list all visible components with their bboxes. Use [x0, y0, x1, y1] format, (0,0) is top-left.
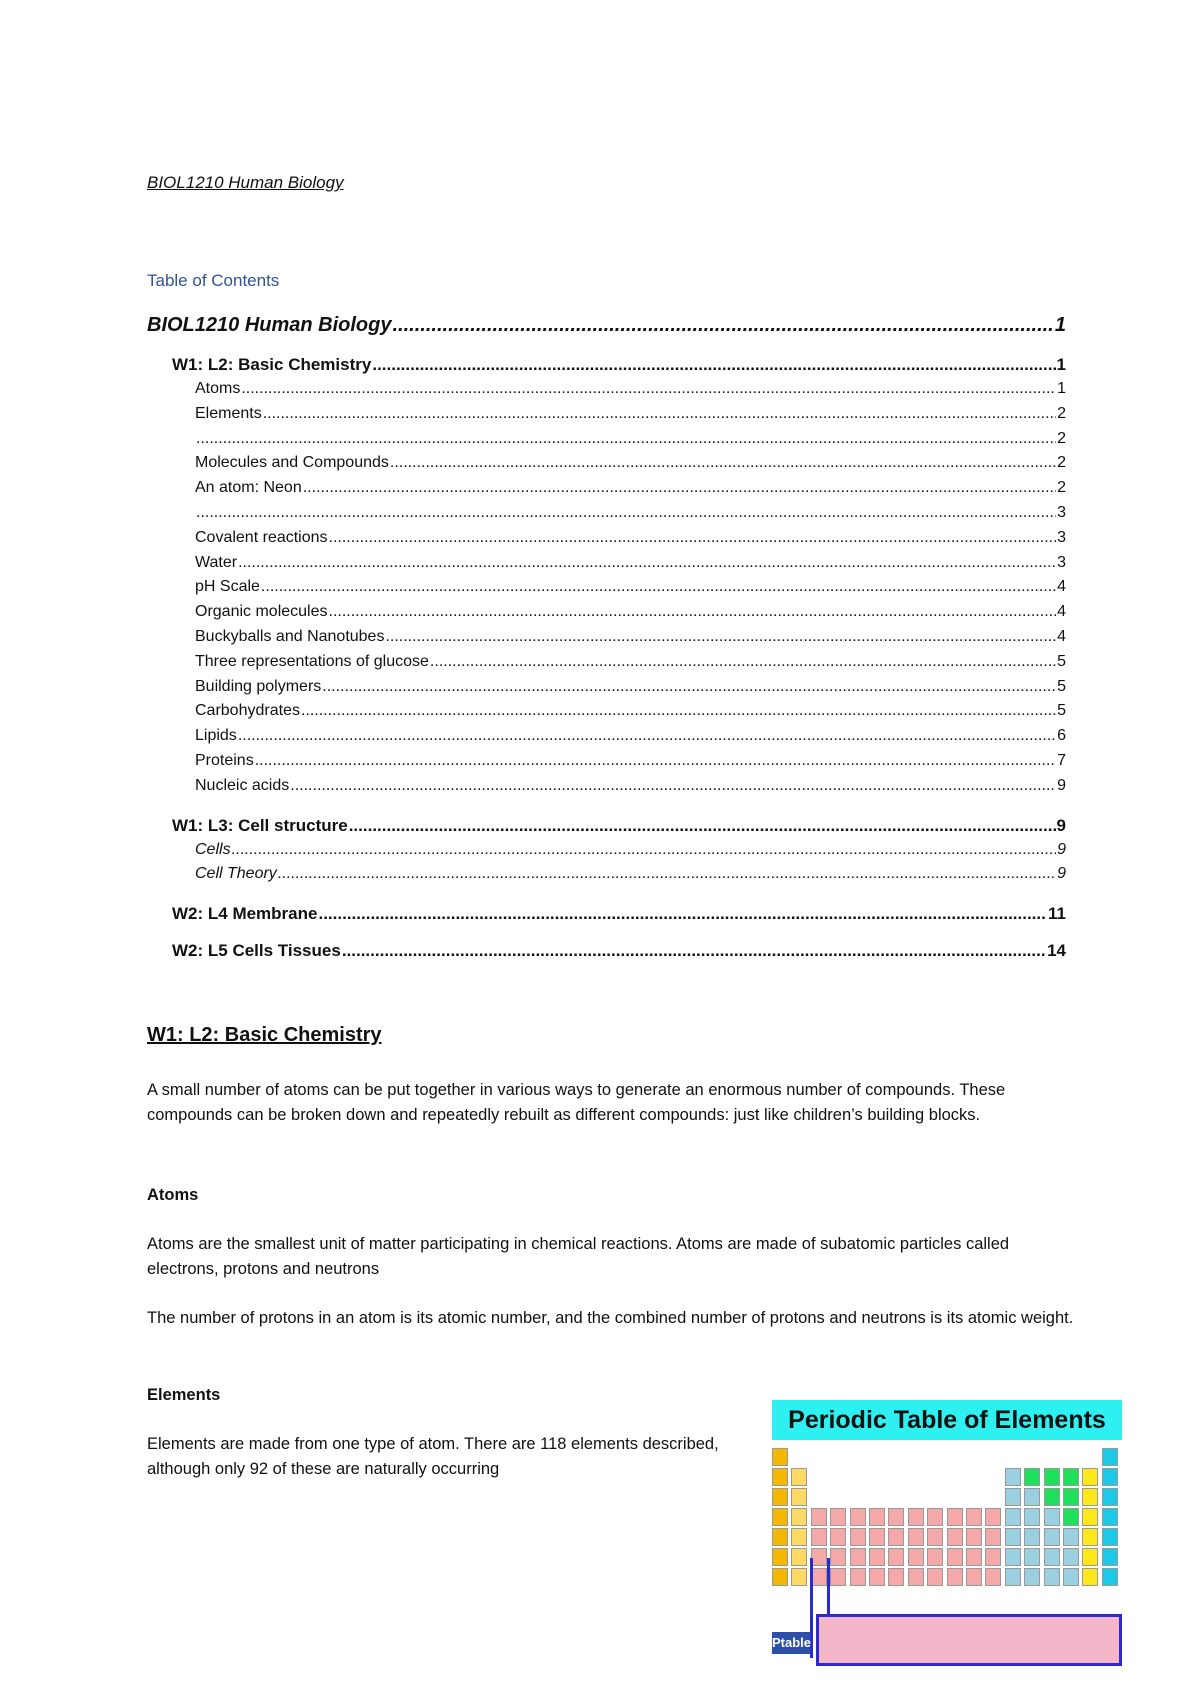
element-cell — [1044, 1508, 1060, 1526]
element-cell — [966, 1528, 982, 1546]
element-cell — [1005, 1568, 1021, 1586]
toc-page-number: 3 — [1057, 553, 1066, 571]
element-cell — [908, 1548, 924, 1566]
toc-page-number: 9 — [1056, 815, 1066, 835]
element-cell — [772, 1528, 788, 1546]
toc-entry[interactable]: W1: L3: Cell structure ..... 9 — [147, 813, 1066, 838]
toc-entry[interactable]: Lipids ..... 6 — [147, 724, 1066, 749]
element-cell — [966, 1508, 982, 1526]
element-cell — [888, 1508, 904, 1526]
toc-page-number: 1 — [1057, 380, 1066, 397]
toc-entry[interactable]: Atoms ..... 1 — [147, 377, 1066, 402]
toc-page-number: 5 — [1057, 702, 1066, 720]
element-cell — [1024, 1568, 1040, 1586]
element-cell — [850, 1568, 866, 1586]
element-cell — [1063, 1468, 1079, 1486]
element-cell — [947, 1528, 963, 1546]
element-cell — [888, 1528, 904, 1546]
toc-entry[interactable]: W1: L2: Basic Chemistry ..... 1 — [147, 352, 1066, 377]
toc-entry[interactable]: Molecules and Compounds ..... 2 — [147, 451, 1066, 476]
toc-page-number: 3 — [1057, 528, 1066, 546]
toc-entry[interactable]: An atom: Neon ..... 2 — [147, 476, 1066, 501]
section-heading: W1: L2: Basic Chemistry — [147, 1024, 382, 1046]
toc-page-number: 11 — [1048, 904, 1066, 924]
toc-entry[interactable]: W2: L5 Cells Tissues ..... 14 — [147, 938, 1066, 963]
element-cell — [1063, 1508, 1079, 1526]
element-cell — [1005, 1508, 1021, 1526]
periodic-table-title: Periodic Table of Elements — [772, 1400, 1122, 1440]
element-cell — [1024, 1488, 1040, 1506]
element-cell — [791, 1528, 807, 1546]
toc-entry[interactable]: Organic molecules ..... 4 — [147, 600, 1066, 625]
element-cell — [985, 1508, 1001, 1526]
element-cell — [1024, 1508, 1040, 1526]
element-cell — [869, 1548, 885, 1566]
toc-entry[interactable]: Carbohydrates ..... 5 — [147, 699, 1066, 724]
element-cell — [1082, 1548, 1098, 1566]
toc-page-number: 6 — [1057, 727, 1066, 745]
element-cell — [1063, 1488, 1079, 1506]
toc-entry[interactable]: Three representations of glucose ..... 5 — [147, 650, 1066, 675]
toc-entry[interactable] — [147, 427, 1066, 452]
ptable-logo: Ptable — [772, 1632, 810, 1654]
element-cell — [791, 1548, 807, 1566]
element-cell — [791, 1568, 807, 1586]
element-cell — [947, 1548, 963, 1566]
atoms-heading: Atoms — [147, 1186, 199, 1204]
toc-page-number: 9 — [1057, 840, 1066, 858]
element-cell — [985, 1528, 1001, 1546]
element-cell — [850, 1548, 866, 1566]
toc-entry[interactable]: Proteins ..... 7 — [147, 749, 1066, 774]
toc-entry[interactable]: Nucleic acids ..... 9 — [147, 774, 1066, 799]
element-cell — [1102, 1448, 1118, 1466]
element-cell — [791, 1468, 807, 1486]
elements-paragraph: Elements are made from one type of atom. There are 118 elements described, although only 92 of these are naturally occurring — [147, 1435, 719, 1478]
element-cell — [811, 1528, 827, 1546]
element-cell — [1024, 1548, 1040, 1566]
element-cell — [1024, 1528, 1040, 1546]
toc-page-number: 4 — [1057, 578, 1066, 596]
toc-page-number: 4 — [1057, 627, 1066, 645]
element-cell — [772, 1548, 788, 1566]
toc-page-number: 7 — [1057, 751, 1066, 769]
document-header-title: BIOL1210 Human Biology — [147, 173, 344, 192]
toc-page-number: 4 — [1057, 603, 1066, 621]
toc-entry[interactable]: Covalent reactions ..... 3 — [147, 526, 1066, 551]
element-cell — [1005, 1548, 1021, 1566]
element-cell — [985, 1568, 1001, 1586]
element-cell — [888, 1548, 904, 1566]
toc-heading: Table of Contents — [147, 271, 280, 290]
element-cell — [908, 1528, 924, 1546]
toc-page-number: 1 — [1054, 314, 1066, 336]
element-cell — [791, 1488, 807, 1506]
element-cell — [772, 1488, 788, 1506]
element-cell — [869, 1528, 885, 1546]
element-cell — [830, 1568, 846, 1586]
element-cell — [1044, 1528, 1060, 1546]
element-cell — [966, 1568, 982, 1586]
element-cell — [869, 1508, 885, 1526]
element-cell — [1082, 1468, 1098, 1486]
element-cell — [1082, 1508, 1098, 1526]
element-cell — [772, 1468, 788, 1486]
element-cell — [927, 1568, 943, 1586]
element-cell — [1063, 1528, 1079, 1546]
elements-heading: Elements — [147, 1386, 221, 1404]
element-cell — [772, 1568, 788, 1586]
element-cell — [1102, 1468, 1118, 1486]
toc-entry[interactable]: Water ..... 3 — [147, 551, 1066, 576]
toc-entry[interactable]: Elements ..... 2 — [147, 402, 1066, 427]
element-cell — [811, 1508, 827, 1526]
toc-entry[interactable]: Cell Theory ..... 9 — [147, 862, 1066, 887]
element-cell — [1005, 1488, 1021, 1506]
toc-entry[interactable]: Buckyballs and Nanotubes ..... 4 — [147, 625, 1066, 650]
element-cell — [888, 1568, 904, 1586]
toc-entry[interactable]: W2: L4 Membrane ..... 11 — [147, 901, 1066, 926]
toc-entry[interactable]: Building polymers ..... 5 — [147, 675, 1066, 700]
element-cell — [830, 1528, 846, 1546]
element-cell — [1082, 1568, 1098, 1586]
element-cell — [850, 1528, 866, 1546]
element-cell — [1082, 1528, 1098, 1546]
element-cell — [1024, 1468, 1040, 1486]
element-cell — [869, 1568, 885, 1586]
toc-page-number: 2 — [1057, 404, 1066, 422]
lanthanide-actinide-rows — [816, 1614, 1122, 1666]
toc-page-number: 5 — [1057, 677, 1066, 695]
element-cell — [772, 1448, 788, 1466]
element-cell — [1044, 1468, 1060, 1486]
toc-page-number: 2 — [1057, 454, 1066, 472]
atoms-paragraph-1: Atoms are the smallest unit of matter participating in chemical reactions. Atoms are made of subatomic particles called electrons, protons and neutrons — [147, 1235, 1010, 1278]
element-cell — [1005, 1528, 1021, 1546]
atoms-paragraph-2: The number of protons in an atom is its atomic number, and the combined number of protons and neutrons is its atomic weight. — [147, 1309, 1074, 1327]
element-cell — [830, 1508, 846, 1526]
periodic-table-image — [766, 1400, 1122, 1666]
element-cell — [1063, 1568, 1079, 1586]
element-cell — [1063, 1548, 1079, 1566]
toc-page-number: 9 — [1057, 776, 1066, 794]
element-cell — [908, 1568, 924, 1586]
toc-page-number: 5 — [1057, 652, 1066, 670]
element-cell — [1102, 1488, 1118, 1506]
element-cell — [1102, 1508, 1118, 1526]
toc-entry[interactable]: pH Scale ..... 4 — [147, 575, 1066, 600]
element-cell — [1044, 1488, 1060, 1506]
element-cell — [1102, 1548, 1118, 1566]
toc-page-number: 2 — [1057, 429, 1066, 447]
element-cell — [1102, 1528, 1118, 1546]
toc-page-number: 3 — [1057, 503, 1066, 521]
element-cell — [1044, 1568, 1060, 1586]
toc-entry[interactable] — [147, 501, 1066, 526]
element-cell — [1044, 1548, 1060, 1566]
element-cell — [985, 1548, 1001, 1566]
element-cell — [908, 1508, 924, 1526]
toc-page-number: 1 — [1056, 355, 1066, 374]
element-cell — [1005, 1468, 1021, 1486]
element-cell — [850, 1508, 866, 1526]
toc-entry[interactable]: Cells ..... 9 — [147, 838, 1066, 863]
toc-entry[interactable]: BIOL1210 Human Biology ..... 1 — [147, 308, 1066, 352]
element-cell — [830, 1548, 846, 1566]
toc-page-number: 2 — [1057, 479, 1066, 497]
toc-page-number: 9 — [1057, 865, 1066, 883]
table-of-contents — [147, 308, 1066, 963]
element-cell — [927, 1508, 943, 1526]
element-cell — [1082, 1488, 1098, 1506]
element-cell — [791, 1508, 807, 1526]
element-cell — [1102, 1568, 1118, 1586]
element-cell — [927, 1528, 943, 1546]
element-cell — [966, 1548, 982, 1566]
element-cell — [772, 1508, 788, 1526]
toc-page-number: 14 — [1047, 941, 1066, 961]
element-cell — [947, 1568, 963, 1586]
element-cell — [927, 1548, 943, 1566]
element-cell — [947, 1508, 963, 1526]
intro-paragraph: A small number of atoms can be put together in various ways to generate an enormous number of compounds. These compounds can be broken down and repeatedly rebuilt as different compounds: just like children’s building blocks. — [147, 1081, 1006, 1124]
